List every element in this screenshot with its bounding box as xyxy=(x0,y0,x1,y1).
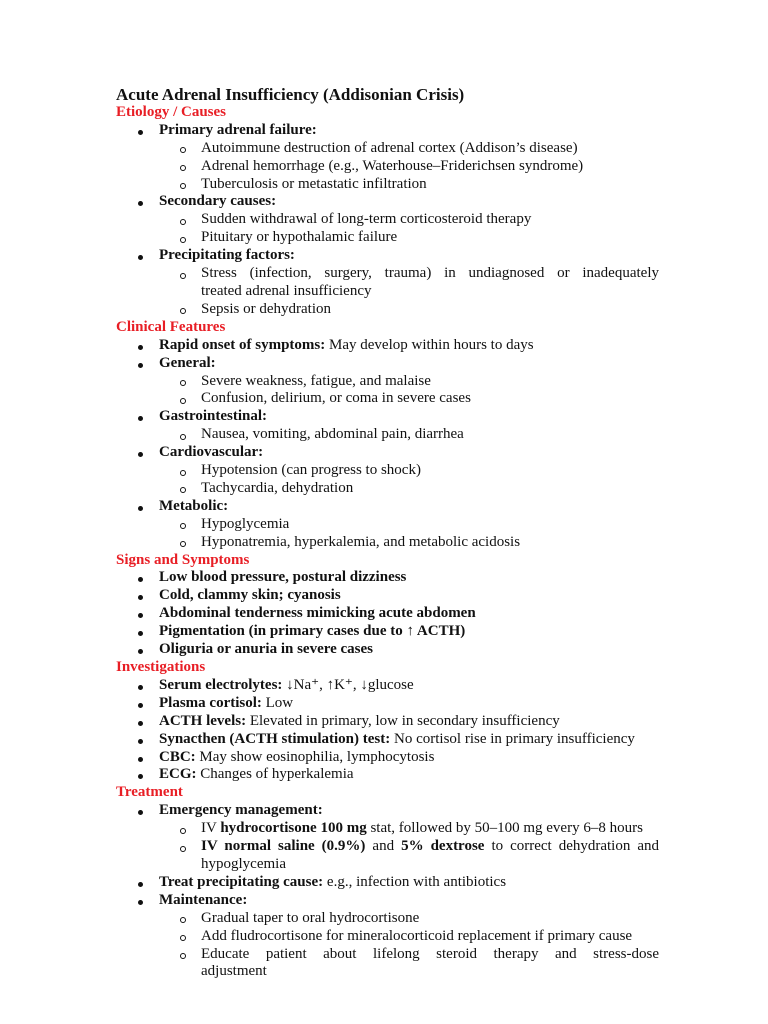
sub-item-text: Sudden withdrawal of long-term corticosteroid therapy xyxy=(201,211,532,228)
item-row xyxy=(159,731,659,749)
item-label: Emergency management: xyxy=(159,802,323,819)
sub-bullet-icon xyxy=(180,273,186,279)
sub-list xyxy=(159,265,659,319)
list-item-general xyxy=(116,355,659,409)
sub-item-line: adjustment xyxy=(201,963,267,980)
item-label: Cardiovascular: xyxy=(159,444,264,461)
bullet-icon xyxy=(138,345,143,350)
sub-bullet-icon xyxy=(180,237,186,243)
item-label: Precipitating factors: xyxy=(159,247,295,264)
sub-list xyxy=(159,910,659,982)
item-row xyxy=(159,193,659,211)
sub-bullet-icon xyxy=(180,541,186,547)
sub-item-text: Gradual taper to oral hydrocortisone xyxy=(201,909,420,926)
bullet-icon xyxy=(138,506,143,511)
item-label: Maintenance: xyxy=(159,891,248,908)
sub-list xyxy=(159,426,659,444)
sub-list-item xyxy=(159,390,659,408)
sub-item-line: treated adrenal insufficiency xyxy=(201,282,372,299)
item-label: Cold, clammy skin; cyanosis xyxy=(159,587,341,604)
sub-list-item xyxy=(159,910,659,928)
bullet-icon xyxy=(138,757,143,762)
sub-list-item xyxy=(159,229,659,247)
item-label: Treat precipitating cause: xyxy=(159,873,324,890)
sub-item-text: Hypotension (can progress to shock) xyxy=(201,462,421,479)
section-investigations xyxy=(116,659,659,784)
section-heading-investigations: Investigations xyxy=(116,659,206,675)
sub-item-line: hypoglycemia xyxy=(201,855,286,872)
item-text: ↓Na⁺, ↑K⁺, ↓glucose xyxy=(286,676,414,693)
sub-list-item xyxy=(159,140,659,158)
bullet-icon xyxy=(138,649,143,654)
item-text: May show eosinophilia, lymphocytosis xyxy=(199,748,435,765)
bullet-icon xyxy=(138,452,143,457)
sub-list-item xyxy=(159,301,659,319)
sub-list-item xyxy=(159,516,659,534)
item-text: Elevated in primary, low in secondary insufficiency xyxy=(249,712,560,729)
item-label: Pigmentation (in primary cases due to ↑ ACTH) xyxy=(159,623,466,640)
item-label: Rapid onset of symptoms: xyxy=(159,336,326,353)
item-row xyxy=(159,749,659,767)
item-label: Primary adrenal failure: xyxy=(159,121,317,138)
item-label: Abdominal tenderness mimicking acute abdomen xyxy=(159,605,476,622)
item-row xyxy=(159,587,659,605)
bullet-icon xyxy=(138,130,143,135)
sub-item-bold: 5% dextrose xyxy=(401,838,485,855)
list-item-secondary-causes xyxy=(116,193,659,247)
sub-item-text: Tuberculosis or metastatic infiltration xyxy=(201,175,427,192)
document-body xyxy=(116,86,659,981)
treatment-list xyxy=(116,802,659,981)
list-item-treat-precipitating-cause xyxy=(116,874,659,892)
item-label: General: xyxy=(159,354,216,371)
bullet-icon xyxy=(138,774,143,779)
section-clinical-features xyxy=(116,319,659,552)
bullet-icon xyxy=(138,363,143,368)
item-label: Gastrointestinal: xyxy=(159,408,268,425)
sub-item-line xyxy=(201,838,659,856)
sub-item-prefix: IV xyxy=(201,820,217,837)
sub-list xyxy=(159,462,659,498)
list-item-oliguria xyxy=(116,641,659,659)
bullet-icon xyxy=(138,721,143,726)
item-row xyxy=(159,892,659,910)
item-label: Oliguria or anuria in severe cases xyxy=(159,641,374,658)
sub-list-item xyxy=(159,158,659,176)
item-text: May develop within hours to days xyxy=(329,336,534,353)
sub-list xyxy=(159,211,659,247)
item-row xyxy=(159,122,659,140)
sub-bullet-icon xyxy=(180,183,186,189)
sub-list-item xyxy=(159,211,659,229)
list-item-synacthen-test xyxy=(116,731,659,749)
sub-bullet-icon xyxy=(180,523,186,529)
bullet-icon xyxy=(138,882,143,887)
sub-bullet-icon xyxy=(180,470,186,476)
item-row xyxy=(159,337,659,355)
list-item-cardiovascular xyxy=(116,444,659,498)
item-label: Plasma cortisol: xyxy=(159,694,262,711)
sub-list-item xyxy=(159,946,659,982)
list-item-acth-levels xyxy=(116,713,659,731)
sub-bullet-icon xyxy=(180,398,186,404)
sub-list-item xyxy=(159,928,659,946)
section-heading-etiology: Etiology / Causes xyxy=(116,103,227,120)
sub-bullet-icon xyxy=(180,935,186,941)
section-heading-signs-and-symptoms: Signs and Symptoms xyxy=(116,551,250,568)
bullet-icon xyxy=(138,201,143,206)
item-row xyxy=(159,355,659,373)
item-row xyxy=(159,498,659,516)
list-item-cold-clammy-skin xyxy=(116,587,659,605)
bullet-icon xyxy=(138,416,143,421)
sub-list xyxy=(159,820,659,874)
sub-bullet-icon xyxy=(180,917,186,923)
sub-item-text: Autoimmune destruction of adrenal cortex (Addison’s disease) xyxy=(201,139,578,156)
section-etiology xyxy=(116,104,659,319)
item-row xyxy=(159,802,659,820)
item-text: Changes of hyperkalemia xyxy=(200,766,354,783)
sub-item-suffix: stat, followed by 50–100 mg every 6–8 hours xyxy=(370,820,643,837)
sub-list-item xyxy=(159,265,659,301)
list-item-maintenance xyxy=(116,892,659,982)
bullet-icon xyxy=(138,900,143,905)
item-row xyxy=(159,677,659,695)
item-text: No cortisol rise in primary insufficiency xyxy=(394,730,635,747)
list-item-rapid-onset xyxy=(116,337,659,355)
list-item-serum-electrolytes xyxy=(116,677,659,695)
sub-item-bold: IV normal saline (0.9%) xyxy=(201,838,366,855)
bullet-icon xyxy=(138,577,143,582)
sub-list-item xyxy=(159,176,659,194)
sub-list-item xyxy=(159,534,659,552)
etiology-list xyxy=(116,122,659,319)
item-row xyxy=(159,605,659,623)
sub-item-line: Stress (infection, surgery, trauma) in undiagnosed or inadequately xyxy=(201,265,659,282)
item-label: ACTH levels: xyxy=(159,712,247,729)
sub-list-item xyxy=(159,462,659,480)
bullet-icon xyxy=(138,739,143,744)
bullet-icon xyxy=(138,685,143,690)
bullet-icon xyxy=(138,631,143,636)
sub-item-text: Confusion, delirium, or coma in severe cases xyxy=(201,390,471,407)
signs-and-symptoms-list xyxy=(116,569,659,659)
sub-list-item xyxy=(159,426,659,444)
sub-list-item xyxy=(159,838,659,874)
section-treatment xyxy=(116,784,659,981)
sub-bullet-icon xyxy=(180,165,186,171)
list-item-metabolic xyxy=(116,498,659,552)
item-row xyxy=(159,874,659,892)
sub-item-text: to correct dehydration and xyxy=(491,838,659,855)
sub-bullet-icon xyxy=(180,487,186,493)
section-heading-treatment: Treatment xyxy=(116,784,183,801)
bullet-icon xyxy=(138,255,143,260)
sub-item-text: Nausea, vomiting, abdominal pain, diarrhea xyxy=(201,426,464,443)
investigations-list xyxy=(116,677,659,784)
item-row xyxy=(159,766,659,784)
list-item-pigmentation xyxy=(116,623,659,641)
sub-item-text: Sepsis or dehydration xyxy=(201,300,331,317)
list-item-ecg xyxy=(116,766,659,784)
sub-list-item xyxy=(159,820,659,838)
sub-item-text: Hyponatremia, hyperkalemia, and metabolic acidosis xyxy=(201,533,521,550)
sub-list xyxy=(159,373,659,409)
sub-bullet-icon xyxy=(180,846,186,852)
sub-bullet-icon xyxy=(180,828,186,834)
sub-item-text: Add fludrocortisone for mineralocorticoid replacement if primary cause xyxy=(201,927,633,944)
item-label: Synacthen (ACTH stimulation) test: xyxy=(159,730,391,747)
item-row xyxy=(159,695,659,713)
sub-bullet-icon xyxy=(180,953,186,959)
section-signs-and-symptoms xyxy=(116,552,659,659)
list-item-precipitating-factors xyxy=(116,247,659,319)
list-item-emergency-management xyxy=(116,802,659,874)
sub-item-bold: hydrocortisone 100 mg xyxy=(220,820,367,837)
sub-item-line: Educate patient about lifelong steroid therapy and stress-dose xyxy=(201,945,659,962)
clinical-features-list xyxy=(116,337,659,552)
item-row xyxy=(159,247,659,265)
sub-item-text: and xyxy=(372,838,395,855)
list-item-cbc xyxy=(116,749,659,767)
sub-list xyxy=(159,516,659,552)
bullet-icon xyxy=(138,613,143,618)
sub-bullet-icon xyxy=(180,147,186,153)
sub-item-line xyxy=(201,820,659,838)
sub-bullet-icon xyxy=(180,380,186,386)
sub-bullet-icon xyxy=(180,219,186,225)
sub-list-item xyxy=(159,373,659,391)
item-row xyxy=(159,569,659,587)
bullet-icon xyxy=(138,810,143,815)
sub-item-text: Pituitary or hypothalamic failure xyxy=(201,229,398,246)
section-heading-clinical-features: Clinical Features xyxy=(116,318,226,335)
sub-item-text: Hypoglycemia xyxy=(201,515,290,532)
item-row xyxy=(159,408,659,426)
item-label: Secondary causes: xyxy=(159,193,277,210)
item-label: Low blood pressure, postural dizziness xyxy=(159,569,407,586)
item-row xyxy=(159,641,659,659)
item-label: CBC: xyxy=(159,748,196,765)
list-item-abdominal-tenderness xyxy=(116,605,659,623)
sub-item-text: Tachycardia, dehydration xyxy=(201,479,354,496)
bullet-icon xyxy=(138,595,143,600)
item-label: Metabolic: xyxy=(159,497,229,514)
list-item-low-blood-pressure xyxy=(116,569,659,587)
item-label: ECG: xyxy=(159,766,197,783)
item-text: e.g., infection with antibiotics xyxy=(326,873,507,890)
sub-item-text: Severe weakness, fatigue, and malaise xyxy=(201,372,431,389)
sub-item-text: Adrenal hemorrhage (e.g., Waterhouse–Friderichsen syndrome) xyxy=(201,157,584,174)
sub-list xyxy=(159,140,659,194)
item-row xyxy=(159,713,659,731)
item-label: Serum electrolytes: xyxy=(159,676,283,693)
list-item-primary-adrenal-failure xyxy=(116,122,659,194)
list-item-plasma-cortisol xyxy=(116,695,659,713)
list-item-gastrointestinal xyxy=(116,408,659,444)
sub-bullet-icon xyxy=(180,434,186,440)
bullet-icon xyxy=(138,703,143,708)
item-text: Low xyxy=(265,694,294,711)
sub-list-item xyxy=(159,480,659,498)
item-row xyxy=(159,444,659,462)
page-title: Acute Adrenal Insufficiency (Addisonian Crisis) xyxy=(116,85,465,104)
sub-bullet-icon xyxy=(180,308,186,314)
item-row xyxy=(159,623,659,641)
